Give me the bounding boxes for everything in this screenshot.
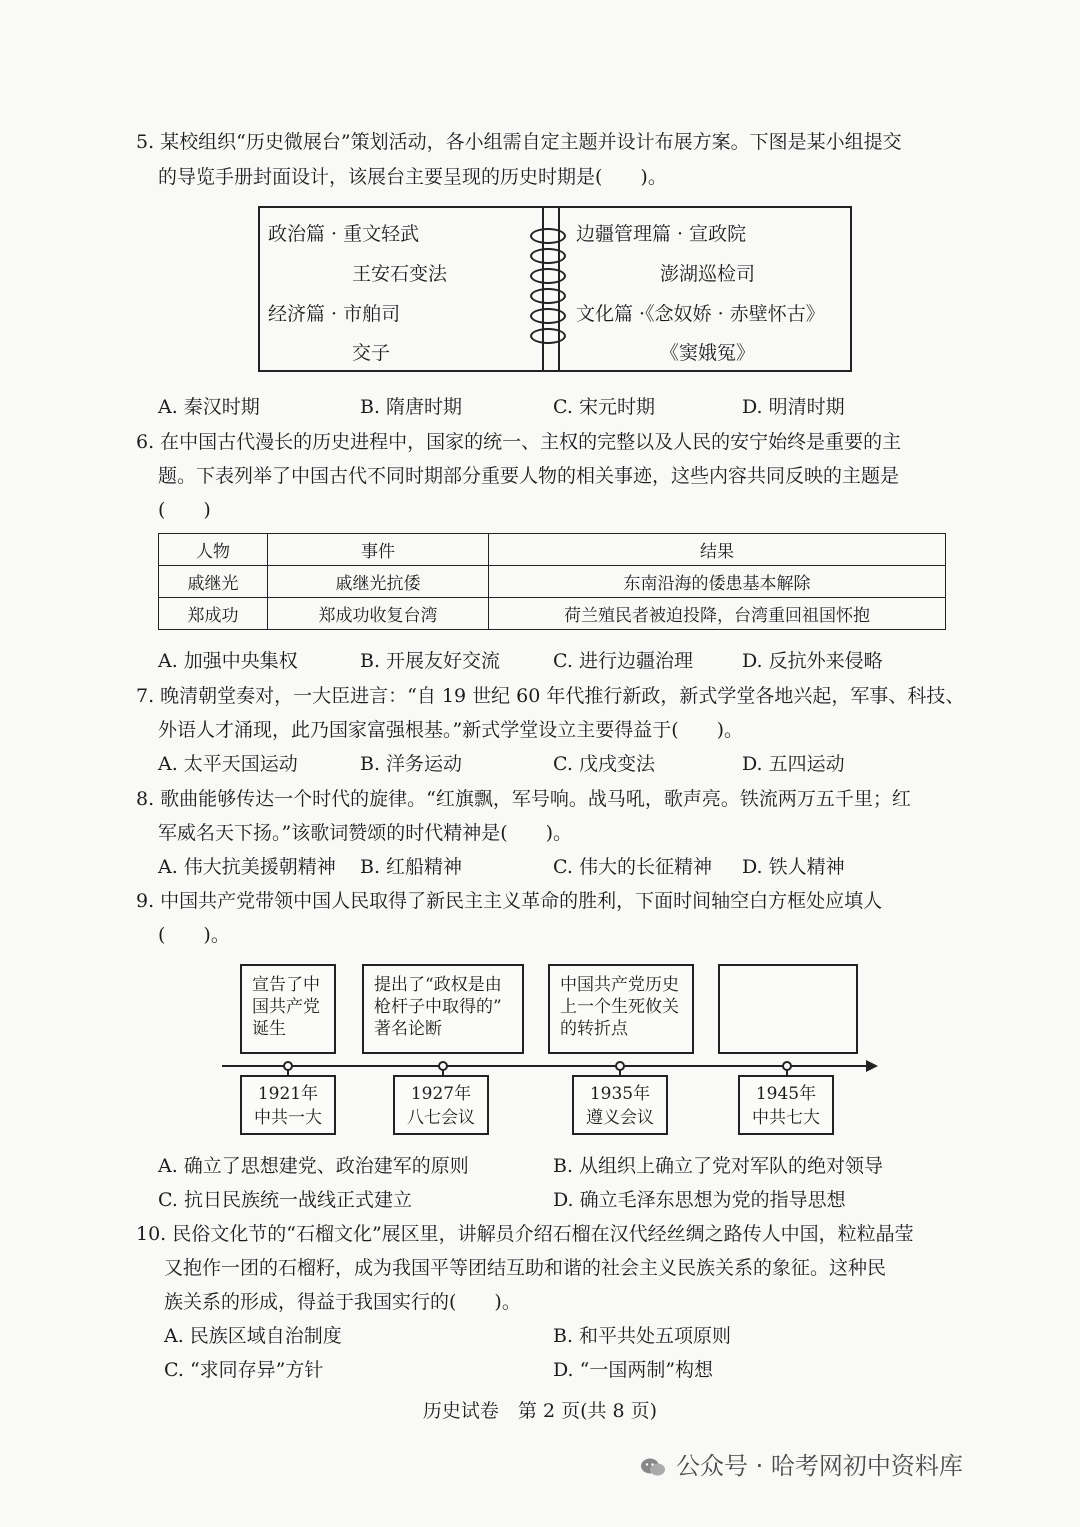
q5-option-c: C. 宋元时期 <box>553 396 655 418</box>
table-cell: 荷兰殖民者被迫投降，台湾重回祖国怀抱 <box>489 598 946 630</box>
meeting-text: 中共一大 <box>254 1108 322 1128</box>
timeline-dot-icon <box>438 1061 448 1071</box>
q6-stem-line2: 题。下表列举了中国古代不同时期部分重要人物的相关事迹，这些内容共同反映的主题是 <box>158 465 900 487</box>
binding-ring-icon <box>530 308 566 324</box>
q9-option-a: A. 确立了思想建党、政治建军的原则 <box>158 1155 469 1177</box>
binding-ring-icon <box>530 288 566 304</box>
q5-stem-line2: 的导览手册封面设计，该展台主要呈现的历史时期是( )。 <box>158 166 667 188</box>
q8-option-b: B. 红船精神 <box>360 856 463 878</box>
q5-booklet-cover <box>258 206 852 372</box>
page-footer: 历史试卷 第 2 页(共 8 页) <box>422 1400 658 1422</box>
booklet-left-4: 交子 <box>352 342 391 364</box>
table-cell: 戚继光 <box>159 566 268 598</box>
q6-option-a: A. 加强中央集权 <box>158 650 298 672</box>
booklet-left-2: 王安石变法 <box>352 263 448 285</box>
booklet-right-1: 边疆管理篇 · 宣政院 <box>576 223 747 245</box>
binding-ring-icon <box>530 328 566 344</box>
q7-stem-line1: 7. 晚清朝堂奏对，一大臣进言：“自 19 世纪 60 年代推行新政，新式学堂各地兴起，军事、科技、 <box>136 685 965 707</box>
q6-table <box>158 533 946 630</box>
table-cell: 郑成功 <box>159 598 268 630</box>
event-text: 提出了“政权是由 <box>374 975 502 995</box>
q10-stem-line3: 族关系的形成，得益于我国实行的( )。 <box>164 1291 521 1313</box>
binding-ring-icon <box>530 268 566 284</box>
year-text: 1921年 <box>257 1084 319 1104</box>
q10-stem-line1: 10. 民俗文化节的“石榴文化”展区里，讲解员介绍石榴在汉代经丝绸之路传人中国，粒粒晶莹 <box>136 1223 914 1245</box>
q8-option-a: A. 伟大抗美援朝精神 <box>158 856 336 878</box>
table-cell: 郑成功收复台湾 <box>268 598 489 630</box>
q9-option-b: B. 从组织上确立了党对军队的绝对领导 <box>553 1155 884 1177</box>
table-row <box>159 598 946 630</box>
q6-option-c: C. 进行边疆治理 <box>553 650 693 672</box>
q5-option-d: D. 明清时期 <box>742 396 845 418</box>
meeting-text: 遵义会议 <box>586 1108 654 1128</box>
booklet-left-1: 政治篇 · 重文轻武 <box>268 223 420 245</box>
booklet-right-4: 《窦娥冤》 <box>660 342 756 364</box>
table-cell: 戚继光抗倭 <box>268 566 489 598</box>
arrow-right-icon <box>866 1060 878 1072</box>
q10-option-b: B. 和平共处五项原则 <box>553 1325 732 1347</box>
q5-option-a: A. 秦汉时期 <box>158 396 260 418</box>
q9-stem-line2: ( )。 <box>158 924 230 946</box>
event-text: 宣告了中 <box>252 975 320 995</box>
event-text: 诞生 <box>252 1019 286 1039</box>
binding-ring-icon <box>530 228 566 244</box>
event-text: 中国共产党历史 <box>560 975 679 995</box>
watermark <box>640 1446 963 1481</box>
event-text: 著名论断 <box>374 1019 442 1039</box>
q10-option-d: D. “一国两制”构想 <box>553 1359 714 1381</box>
booklet-right-2: 澎湖巡检司 <box>660 263 756 285</box>
table-header-cell: 人物 <box>159 534 268 566</box>
q5-stem-line1: 5. 某校组织“历史微展台”策划活动，各小组需自定主题并设计布展方案。下图是某小组提交 <box>136 131 902 153</box>
event-text: 的转折点 <box>560 1019 628 1039</box>
timeline-dot-icon <box>782 1061 792 1071</box>
timeline-dot-icon <box>615 1061 625 1071</box>
year-text: 1927年 <box>410 1084 472 1104</box>
q6-option-b: B. 开展友好交流 <box>360 650 501 672</box>
booklet-right-3: 文化篇 ·《念奴娇 · 赤壁怀古》 <box>576 303 825 325</box>
q10-option-a: A. 民族区域自治制度 <box>164 1325 342 1347</box>
q8-stem-line1: 8. 歌曲能够传达一个时代的旋律。“红旗飘，军号响。战马吼，歌声亮。铁流两万五千里；红 <box>136 788 911 810</box>
event-text: 国共产党 <box>252 997 320 1017</box>
q8-option-d: D. 铁人精神 <box>742 856 845 878</box>
meeting-text: 八七会议 <box>407 1108 475 1128</box>
q9-option-d: D. 确立毛泽东思想为党的指导思想 <box>553 1189 846 1211</box>
table-header-row <box>159 534 946 566</box>
timeline-event-box <box>240 964 336 1054</box>
timeline-year-box <box>738 1075 834 1135</box>
wechat-icon <box>640 1457 666 1477</box>
timeline-event-box <box>362 964 524 1054</box>
timeline-axis <box>222 1065 872 1067</box>
q6-stem-line3: ( ) <box>158 499 211 521</box>
timeline-event-box <box>548 964 694 1054</box>
year-text: 1945年 <box>755 1084 817 1104</box>
timeline-dot-icon <box>283 1061 293 1071</box>
timeline-year-box <box>240 1075 336 1135</box>
q8-stem-line2: 军威名天下扬。”该歌词赞颂的时代精神是( )。 <box>158 822 573 844</box>
table-row <box>159 566 946 598</box>
event-text: 上一个生死攸关 <box>560 997 679 1017</box>
booklet-left-3: 经济篇 · 市舶司 <box>268 303 401 325</box>
q8-option-c: C. 伟大的长征精神 <box>553 856 712 878</box>
timeline-year-box <box>572 1075 668 1135</box>
timeline-year-box <box>393 1075 489 1135</box>
q9-option-c: C. 抗日民族统一战线正式建立 <box>158 1189 412 1211</box>
q6-option-d: D. 反抗外来侵略 <box>742 650 883 672</box>
q10-option-c: C. “求同存异”方针 <box>164 1359 324 1381</box>
q7-option-d: D. 五四运动 <box>742 753 845 775</box>
q7-stem-line2: 外语人才涌现，此乃国家富强根基。”新式学堂设立主要得益于( )。 <box>158 719 744 741</box>
binding-ring-icon <box>530 248 566 264</box>
q9-stem-line1: 9. 中国共产党带领中国人民取得了新民主主义革命的胜利，下面时间轴空白方框处应填人 <box>136 890 883 912</box>
event-text: 枪杆子中取得的” <box>374 997 502 1017</box>
q7-option-a: A. 太平天国运动 <box>158 753 298 775</box>
timeline-blank-box <box>718 964 858 1054</box>
q6-stem-line1: 6. 在中国古代漫长的历史进程中，国家的统一、主权的完整以及人民的安宁始终是重要的主 <box>136 431 902 453</box>
table-header-cell: 结果 <box>489 534 946 566</box>
watermark-text: 公众号 · 哈考网初中资料库 <box>676 1452 963 1480</box>
meeting-text: 中共七大 <box>752 1108 820 1128</box>
q10-stem-line2: 又抱作一团的石榴籽，成为我国平等团结互助和谐的社会主义民族关系的象征。这种民 <box>164 1257 887 1279</box>
table-header-cell: 事件 <box>268 534 489 566</box>
year-text: 1935年 <box>589 1084 651 1104</box>
q7-option-b: B. 洋务运动 <box>360 753 463 775</box>
q7-option-c: C. 戊戌变法 <box>553 753 655 775</box>
q5-option-b: B. 隋唐时期 <box>360 396 463 418</box>
table-cell: 东南沿海的倭患基本解除 <box>489 566 946 598</box>
